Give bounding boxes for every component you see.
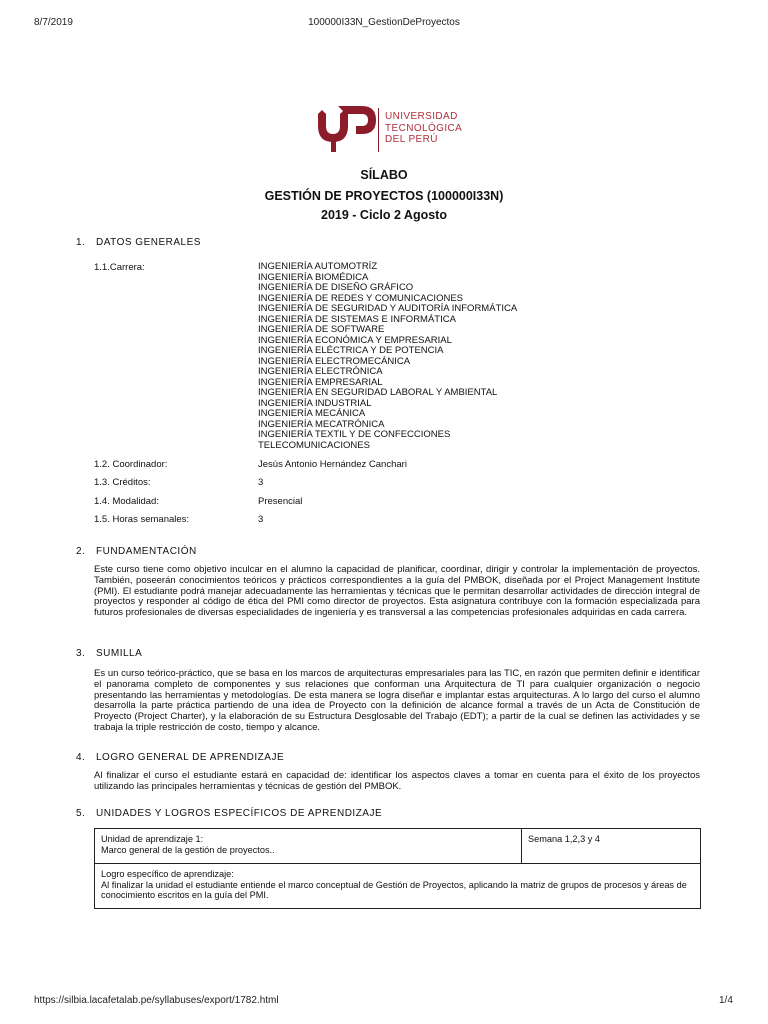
section-title: SUMILLA [96,648,143,659]
career-item: INGENIERÍA DE SEGURIDAD Y AUDITORÍA INFORMÁTICA [258,303,518,314]
modalidad-label: 1.4. Modalidad: [94,496,159,507]
logro-text: Al finalizar la unidad el estudiante entiende el marco conceptual de Gestión de Proyectos, aplicando la matriz de grupos de procesos y áreas de conocimiento escritos en la guía del PMI. [101,879,687,900]
section-heading-fundamentacion [76,546,197,557]
page-number: 1/4 [719,995,733,1006]
unidad-title: Unidad de aprendizaje 1: [101,834,204,844]
career-item: INGENIERÍA DE REDES Y COMUNICACIONES [258,292,463,304]
career-item: INGENIERÍA DE SOFTWARE [258,324,385,335]
creditos-label: 1.3. Créditos: [94,477,151,488]
section-number: 3. [76,648,86,659]
sumilla-text: Es un curso teórico-práctico, que se basa en los marcos de arquitecturas empresariales para las TIC, en razón que permiten definir e identificar el panorama completo de componentes y sus relaciones que conforman una Arquitectura de TI para cualquier organización o negocio presentando las herramientas y metodologías. De esta manera se logra diseñar e implantar estas arquitecturas. A lo largo del curso el alumno desarrolla la parte práctica partiendo de una idea de Proyecto con la definición de alcance formal a través de un Acta de Constitución de Proyecto (Project Charter), y la elaboración de su Estructura Desglosable del Trabajo (EDT); a partir de la cual se definen las actividades y se trabaja la triple restricción de costo, tiempo y alcance. [94,668,700,733]
footer-url: https://silbia.lacafetalab.pe/syllabuses/export/1782.html [34,995,279,1006]
career-item: INGENIERÍA INDUSTRIAL [258,397,372,409]
carrera-label: 1.1.Carrera: [94,262,145,273]
career-item: INGENIERÍA TEXTIL Y DE CONFECCIONES [258,429,451,440]
career-list [258,262,517,451]
print-doc-title: 100000I33N_GestionDeProyectos [308,17,460,28]
career-item: INGENIERÍA ELECTROMECÁNICA [258,355,411,367]
section-title: FUNDAMENTACIÓN [96,546,197,557]
section-heading-sumilla [76,648,142,659]
section-title: UNIDADES Y LOGROS ESPECÍFICOS DE APRENDIZAJE [96,808,383,819]
unidad-name: Marco general de la gestión de proyectos.. [101,844,275,855]
career-item: INGENIERÍA DE SISTEMAS E INFORMÁTICA [258,313,456,325]
career-item: INGENIERÍA DE DISEÑO GRÁFICO [258,282,414,293]
career-item: INGENIERÍA EN SEGURIDAD LABORAL Y AMBIENTAL [258,387,498,398]
unidad-table [94,828,701,909]
creditos-value: 3 [258,477,264,488]
logro-cell [95,864,701,909]
page-title: SÍLABO [360,168,408,182]
logo-wordmark [385,111,462,146]
horas-value: 3 [258,514,264,525]
horas-label: 1.5. Horas semanales: [94,514,190,525]
career-item: INGENIERÍA BIOMÉDICA [258,271,369,283]
section-heading-datos [76,237,201,248]
table-row [95,829,701,864]
course-title: GESTIÓN DE PROYECTOS (100000I33N) [264,189,504,203]
career-item: INGENIERÍA ECONÓMICA Y EMPRESARIAL [258,334,452,346]
course-period: 2019 - Ciclo 2 Agosto [321,208,447,222]
career-item: INGENIERÍA MECATRÓNICA [258,418,385,430]
section-title: DATOS GENERALES [96,237,201,248]
coordinador-value: Jesús Antonio Hernández Canchari [258,459,407,470]
modalidad-value: Presencial [258,496,303,507]
career-item: INGENIERÍA ELÉCTRICA Y DE POTENCIA [258,345,444,356]
section-number: 2. [76,546,86,557]
logo-line-1: UNIVERSIDAD [385,111,458,122]
fundamentacion-text: Este curso tiene como objetivo inculcar en el alumno la capacidad de planificar, coordinar, dirigir y controlar la implementación de proyectos. También, poseerán conocimientos teóricos y prácticos correspondientes a la guía del PMBOK, diseñada por el Project Management Institute (PMI). El estudiante podrá manejar adecuadamente las herramientas y técnicas que le permitan desarrollar actividades de dirección integral de proyectos y responder al código de ética del PMI como director de proyectos. Esta asignatura contribuye con la formación especializada para futuros profesionales de diversas especialidades de ingeniería y es transversal a las competencias profesionales adquiridas en cada carrera. [94,564,700,619]
print-date: 8/7/2019 [34,17,73,28]
logo-line-3: DEL PERÚ [385,134,438,145]
coordinador-label: 1.2. Coordinador: [94,459,168,470]
career-item: INGENIERÍA MECÁNICA [258,408,366,419]
career-item: INGENIERÍA AUTOMOTRÍZ [258,261,378,272]
career-item: INGENIERÍA EMPRESARIAL [258,376,383,388]
section-heading-logro [76,752,284,763]
unidad-cell [95,829,522,864]
table-row [95,864,701,909]
section-number: 4. [76,752,86,763]
logo-line-2: TECNOLÓGICA [385,122,463,134]
logro-title: Logro específico de aprendizaje: [101,869,234,879]
section-title: LOGRO GENERAL DE APRENDIZAJE [96,752,285,763]
section-heading-unidades [76,808,382,819]
career-item: INGENIERÍA ELECTRÓNICA [258,366,383,377]
section-number: 1. [76,237,86,248]
section-number: 5. [76,808,86,819]
logro-general-text: Al finalizar el curso el estudiante estará en capacidad de: identificar los aspectos claves a tomar en cuenta para el éxito de los proyectos utilizando las principales herramientas y técnicas de gestión del PMBOK. [94,770,700,792]
unidad-weeks: Semana 1,2,3 y 4 [522,829,701,864]
career-item: TELECOMUNICACIONES [258,439,370,451]
